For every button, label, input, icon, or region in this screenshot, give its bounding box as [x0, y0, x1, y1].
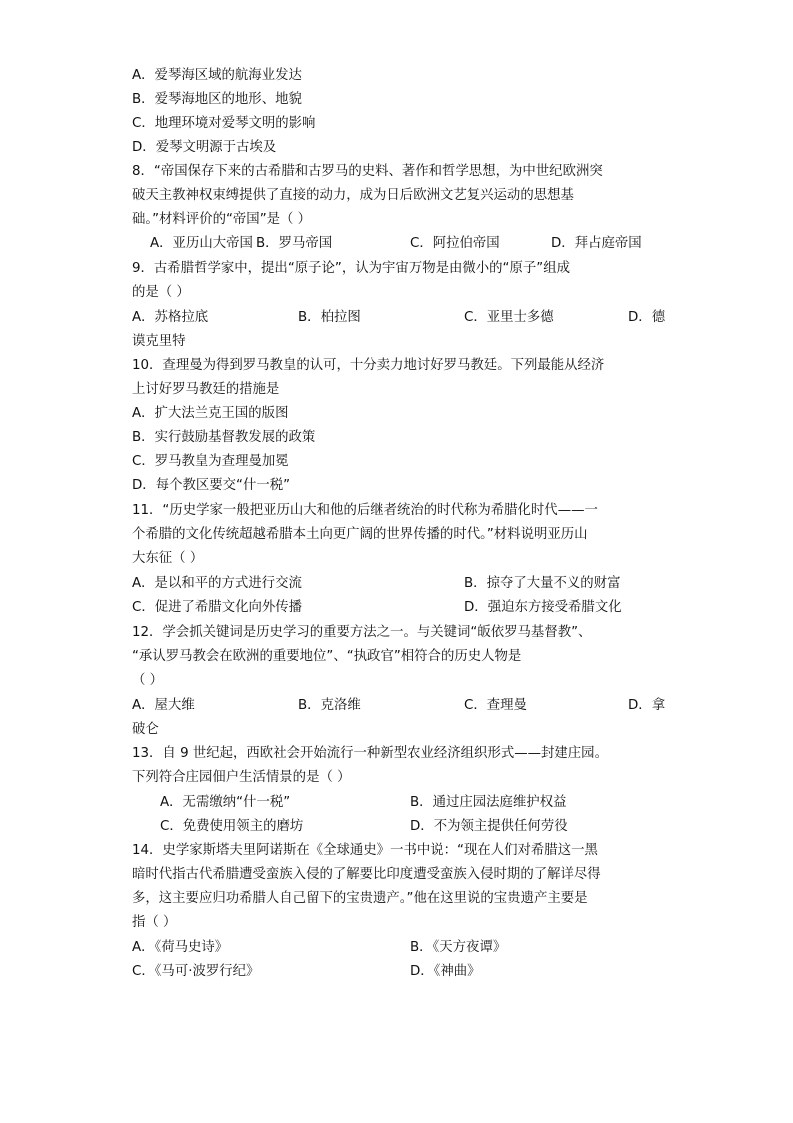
q10-option-a: A．扩大法兰克王国的版图 — [132, 406, 289, 421]
q12-stem-line2: “承认罗马教会在欧洲的重要地位”、“执政官”相符合的历史人物是 — [132, 649, 522, 664]
q11-option-b: B．掠夺了大量不义的财富 — [464, 576, 621, 591]
q12-option-d-wrap: 破仑 — [132, 722, 159, 737]
q7-option-b: B．爱琴海地区的地形、地貌 — [132, 92, 302, 107]
q12-option-c: C．查理曼 — [464, 698, 527, 713]
q12-option-d: D．拿 — [628, 698, 666, 713]
q12-stem-line3: （ ） — [132, 673, 164, 688]
q12-option-b: B．克洛维 — [298, 698, 361, 713]
q14-stem-line1: 14．史学家斯塔夫里阿诺斯在《全球通史》一书中说：“现在人们对希腊这一黑 — [132, 843, 598, 858]
q13-stem-line2: 下列符合庄园佃户生活情景的是（ ） — [132, 770, 351, 785]
q14-stem-line3: 多，这主要应归功希腊人自己留下的宝贵遗产。”他在这里说的宝贵遗产主要是 — [132, 891, 588, 906]
q8-option-d: D．拜占庭帝国 — [551, 236, 642, 251]
q10-option-c: C．罗马教皇为查理曼加冕 — [132, 454, 289, 469]
q10-option-b: B．实行鼓励基督教发展的政策 — [132, 430, 316, 445]
q8-option-b: B．罗马帝国 — [256, 236, 333, 251]
q14-option-a: A．《荷马史诗》 — [132, 940, 229, 955]
q11-option-a: A．是以和平的方式进行交流 — [132, 576, 302, 591]
q13-stem-line1: 13．自 9 世纪起，西欧社会开始流行一种新型农业经济组织形式——封建庄园。 — [132, 746, 608, 761]
q14-option-d: D．《神曲》 — [410, 964, 481, 979]
q12-option-a: A．屋大维 — [132, 698, 195, 713]
q8-stem-line2: 破天主教神权束缚提供了直接的动力，成为日后欧洲文艺复兴运动的思想基 — [132, 188, 574, 203]
q8-option-a: A．亚历山大帝国 — [150, 236, 253, 251]
q8-stem-line1: 8．“帝国保存下来的古希腊和古罗马的史料、著作和哲学思想，为中世纪欧洲突 — [132, 164, 603, 179]
q14-stem-line4: 指（ ） — [132, 915, 177, 930]
q13-option-a: A．无需缴纳“什一税” — [160, 795, 291, 810]
q11-option-d: D．强迫东方接受希腊文化 — [464, 600, 622, 615]
q14-option-c: C．《马可·波罗行纪》 — [132, 964, 260, 979]
q7-option-d: D．爱琴文明源于古埃及 — [132, 140, 277, 155]
q11-option-c: C．促进了希腊文化向外传播 — [132, 600, 303, 615]
q12-stem-line1: 12．学会抓关键词是历史学习的重要方法之一。与关键词“皈依罗马基督教”、 — [132, 625, 592, 640]
q9-stem-line2: 的是（ ） — [132, 285, 190, 300]
q14-stem-line2: 暗时代指古代希腊遭受蛮族入侵的了解要比印度遭受蛮族入侵时期的了解详尽得 — [132, 867, 601, 882]
q13-option-d: D．不为领主提供任何劳役 — [410, 819, 568, 834]
q13-option-c: C．免费使用领主的磨坊 — [160, 819, 304, 834]
q8-option-c: C．阿拉伯帝国 — [410, 236, 500, 251]
q9-option-d-wrap: 谟克里特 — [132, 334, 186, 349]
q7-option-c: C．地理环境对爱琴文明的影响 — [132, 116, 316, 131]
q11-stem-line1: 11．“历史学家一般把亚历山大和他的后继者统治的时代称为希腊化时代——一 — [132, 503, 598, 518]
q9-option-d: D．德 — [628, 310, 666, 325]
q7-option-a: A．爱琴海区域的航海业发达 — [132, 68, 302, 83]
q10-option-d: D．每个教区要交“什一税” — [132, 478, 291, 493]
q10-stem-line1: 10．查理曼为得到罗马教皇的认可，十分卖力地讨好罗马教廷。下列最能从经济 — [132, 358, 605, 373]
q9-stem-line1: 9．古希腊哲学家中，提出“原子论”，认为宇宙万物是由微小的“原子”组成 — [132, 261, 570, 276]
q13-option-b: B．通过庄园法庭维护权益 — [410, 795, 567, 810]
q10-stem-line2: 上讨好罗马教廷的措施是 — [132, 382, 280, 397]
q9-option-b: B．柏拉图 — [298, 310, 361, 325]
q14-option-b: B．《天方夜谭》 — [410, 940, 507, 955]
q9-option-a: A．苏格拉底 — [132, 310, 209, 325]
q8-stem-line3: 础。”材料评价的“帝国”是（ ） — [132, 212, 312, 227]
q11-stem-line3: 大东征（ ） — [132, 551, 204, 566]
q11-stem-line2: 个希腊的文化传统超越希腊本土向更广阔的世界传播的时代。”材料说明亚历山 — [132, 527, 588, 542]
q9-option-c: C．亚里士多德 — [464, 310, 554, 325]
